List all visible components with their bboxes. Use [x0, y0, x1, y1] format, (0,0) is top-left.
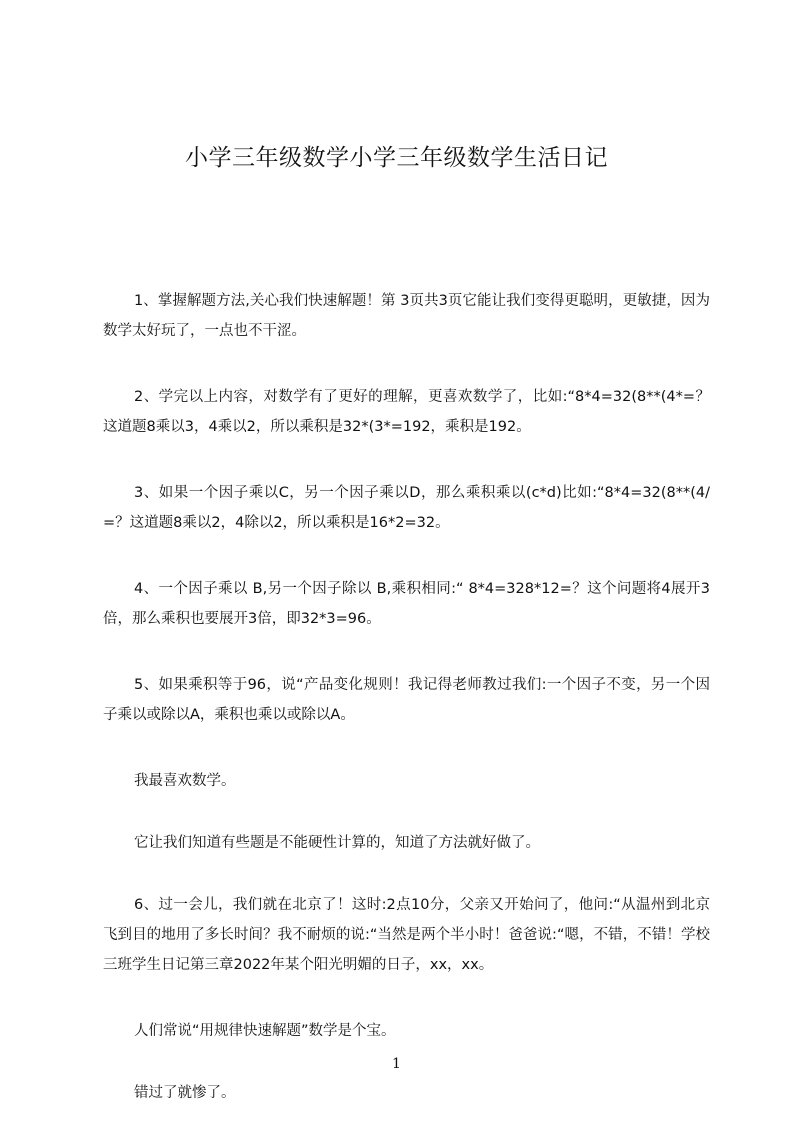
page-number: 1	[392, 1056, 401, 1072]
paragraph-6: 我最喜欢数学。	[134, 773, 236, 789]
paragraph-7: 它让我们知道有些题是不能硬性计算的，知道了方法就好做了。	[134, 835, 540, 851]
paragraph-9: 人们常说“用规律快速解题”数学是个宝。	[134, 1023, 396, 1039]
paragraph-1: 1、掌握解题方法,关心我们快速解题！第 3页共3页它能让我们变得更聪明，更敏捷，因为数学太好玩了，一点也不干涩。	[103, 293, 710, 339]
paragraph-5: 5、如果乘积等于96，说“产品变化规则！我记得老师教过我们:一个因子不变，另一个因子乘以或除以A，乘积也乘以或除以A。	[103, 677, 710, 723]
paragraph-4: 4、一个因子乘以 B,另一个因子除以 B,乘积相同:“ 8*4=328*12=？这个问题将4展开3倍，那么乘积也要展开3倍，即32*3=96。	[103, 581, 710, 627]
paragraph-8: 6、过一会儿，我们就在北京了！这时:2点10分，父亲又开始问了，他问:“从温州到北京飞到目的地用了多长时间？我不耐烦的说:“当然是两个半小时！爸爸说:“嗯，不错，不错！学校三班学生日记第三章2022年某个阳光明媚的日子，xx，xx。	[103, 897, 710, 973]
paragraph-2: 2、学完以上内容，对数学有了更好的理解，更喜欢数学了，比如:“8*4=32(8**(4*=？这道题8乘以3，4乘以2，所以乘积是32*(3*=192，乘积是192。	[103, 389, 710, 435]
paragraph-3: 3、如果一个因子乘以C，另一个因子乘以D，那么乘积乘以(c*d)比如:“8*4=32(8**(4/=？这道题8乘以2，4除以2，所以乘积是16*2=32。	[103, 485, 710, 531]
document-body	[103, 286, 710, 1140]
paragraph-10: 错过了就惨了。	[134, 1085, 236, 1101]
document-title: 小学三年级数学小学三年级数学生活日记	[185, 145, 608, 171]
